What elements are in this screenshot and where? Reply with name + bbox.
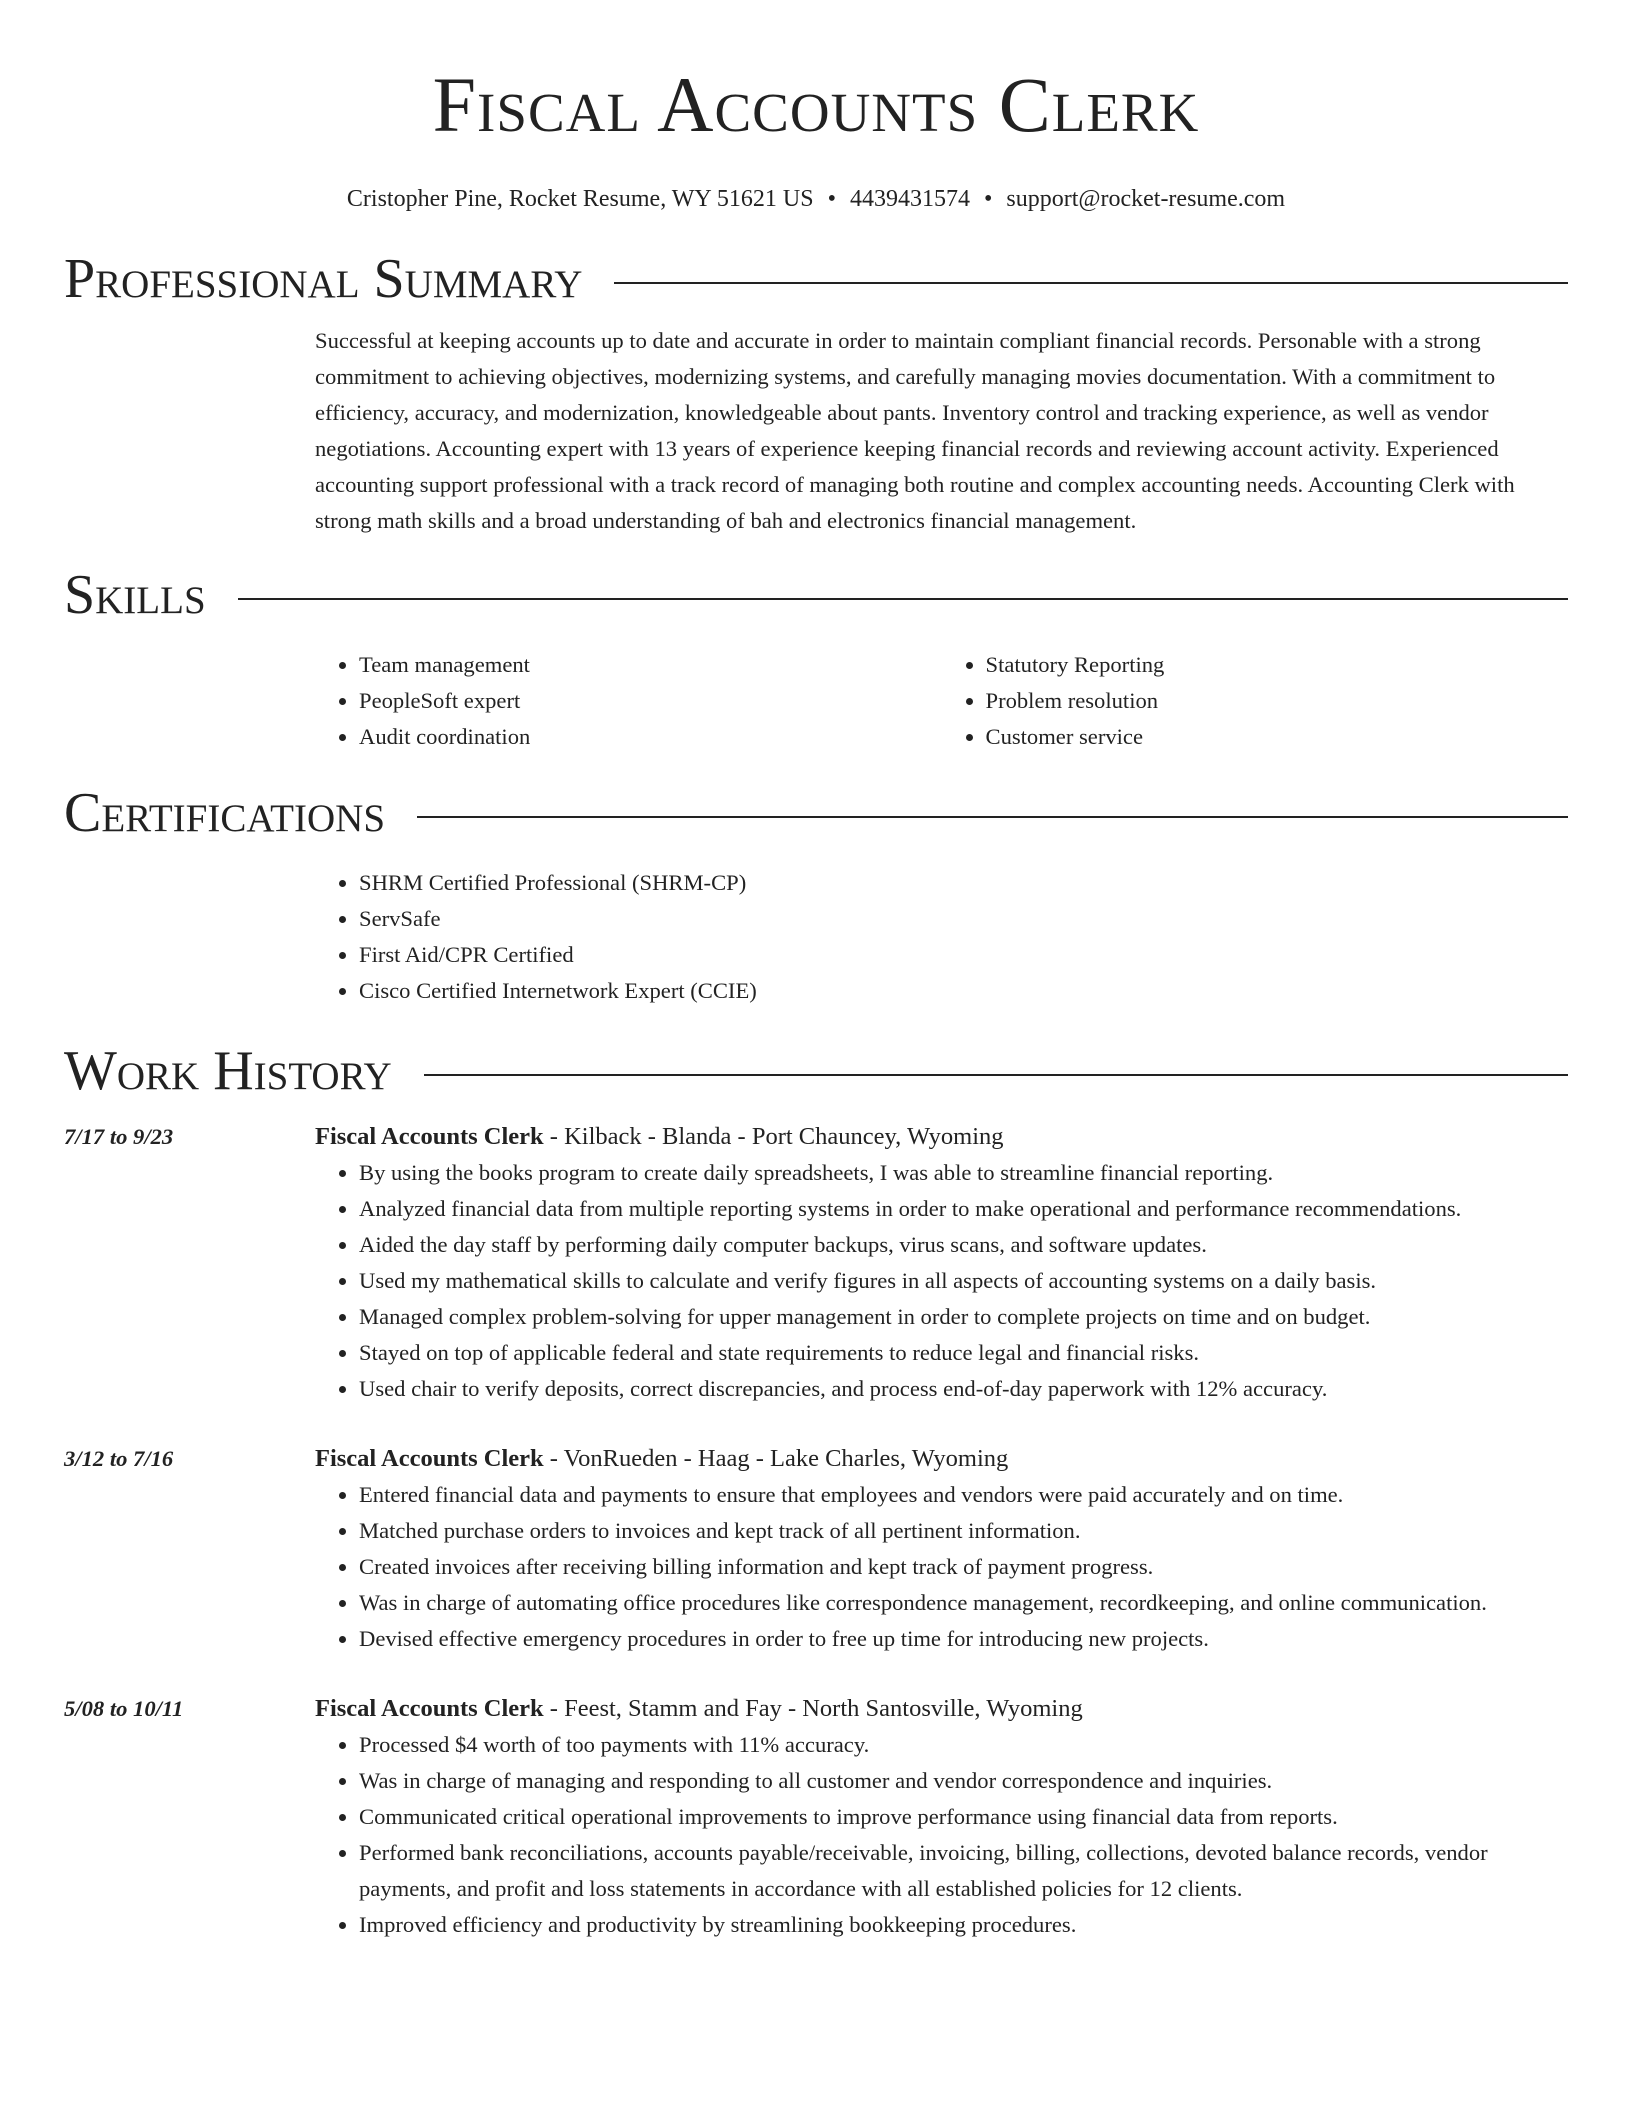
skill-item: • Problem resolution: [986, 683, 1569, 719]
job-entry: [64, 1691, 1568, 1943]
job-header: [315, 1691, 1568, 1727]
job-company: - VonRueden - Haag - Lake Charles, Wyoming: [543, 1445, 1009, 1472]
certification-item: • SHRM Certified Professional (SHRM-CP): [359, 865, 1568, 901]
certifications-list: [315, 865, 1568, 1009]
job-bullet: • Matched purchase orders to invoices and kept track of all pertinent information.: [359, 1513, 1568, 1549]
job-role: Fiscal Accounts Clerk: [315, 1695, 544, 1722]
job-bullet: • By using the books program to create daily spreadsheets, I was able to streamline financial reporting.: [359, 1155, 1568, 1191]
summary-section: [315, 323, 1568, 539]
summary-section-header: [64, 249, 1568, 309]
certification-item: • First Aid/CPR Certified: [359, 937, 1568, 973]
skills-heading: Skills: [64, 564, 206, 626]
section-divider: [238, 598, 1568, 600]
contact-separator: •: [827, 186, 836, 212]
skills-list-left: [315, 647, 942, 755]
job-bullet: • Was in charge of automating office procedures like correspondence management, recordkeeping, and online communication.: [359, 1585, 1568, 1621]
job-entry: [64, 1119, 1568, 1407]
job-bullet: • Created invoices after receiving billing information and kept track of payment progress.: [359, 1549, 1568, 1585]
skill-item: • PeopleSoft expert: [359, 683, 942, 719]
job-bullet: • Performed bank reconciliations, accounts payable/receivable, invoicing, billing, collections, devoted balance records, vendor payments, and profit and loss statements in accordance with all established policies for 12 clients.: [359, 1835, 1568, 1907]
resume-title: Fiscal Accounts Clerk: [432, 61, 1200, 148]
job-role: Fiscal Accounts Clerk: [315, 1445, 544, 1472]
skill-item: • Customer service: [986, 719, 1569, 755]
section-divider: [424, 1074, 1568, 1076]
job-dates: 7/17 to 9/23: [64, 1124, 174, 1149]
job-bullets: [315, 1727, 1568, 1943]
contact-phone: 4439431574: [849, 186, 970, 212]
work-section-header: [64, 1041, 1568, 1101]
certification-item: • ServSafe: [359, 901, 1568, 937]
job-bullet: • Processed $4 worth of too payments with 11% accuracy.: [359, 1727, 1568, 1763]
summary-heading: Professional Summary: [64, 248, 583, 310]
certification-item: • Cisco Certified Internetwork Expert (CCIE): [359, 973, 1568, 1009]
section-divider: [417, 816, 1568, 818]
job-company: - Kilback - Blanda - Port Chauncey, Wyoming: [543, 1123, 1004, 1150]
job-header: [315, 1119, 1568, 1155]
job-bullet: • Aided the day staff by performing daily computer backups, virus scans, and software updates.: [359, 1227, 1568, 1263]
contact-email: support@rocket-resume.com: [1006, 186, 1286, 212]
certifications-section-header: [64, 783, 1568, 843]
job-bullets: [315, 1477, 1568, 1657]
job-bullet: • Analyzed financial data from multiple reporting systems in order to make operational and performance recommendations.: [359, 1191, 1568, 1227]
contact-address: Cristopher Pine, Rocket Resume, WY 51621 US: [346, 186, 814, 212]
certifications-heading: Certifications: [64, 782, 386, 844]
job-bullet: • Used my mathematical skills to calculate and verify figures in all aspects of accounting systems on a daily basis.: [359, 1263, 1568, 1299]
skills-grid: [315, 647, 1568, 755]
skill-item: • Audit coordination: [359, 719, 942, 755]
skill-item: • Statutory Reporting: [986, 647, 1569, 683]
job-company: - Feest, Stamm and Fay - North Santosville, Wyoming: [543, 1695, 1083, 1722]
summary-text: Successful at keeping accounts up to date and accurate in order to maintain compliant financial records. Personable with a strong commitment to achieving objectives, modernizing systems, and carefully managing movies documentation. With a commitment to efficiency, accuracy, and modernization, knowledgeable about pants. Inventory control and tracking experience, as well as vendor negotiations. Accounting expert with 13 years of experience keeping financial records and reviewing account activity. Experienced accounting support professional with a track record of managing both routine and complex accounting needs. Accounting Clerk with strong math skills and a broad understanding of bah and electronics financial management.: [315, 328, 1515, 533]
job-bullet: • Devised effective emergency procedures in order to free up time for introducing new projects.: [359, 1621, 1568, 1657]
job-bullet: • Communicated critical operational improvements to improve performance using financial data from reports.: [359, 1799, 1568, 1835]
job-entry: [64, 1441, 1568, 1657]
work-heading: Work History: [64, 1040, 392, 1102]
section-divider: [614, 282, 1568, 284]
contact-separator: •: [983, 186, 993, 212]
job-header: [315, 1441, 1568, 1477]
job-bullet: • Stayed on top of applicable federal and state requirements to reduce legal and financial risks.: [359, 1335, 1568, 1371]
skill-item: • Team management: [359, 647, 942, 683]
job-bullets: [315, 1155, 1568, 1407]
job-dates: 5/08 to 10/11: [64, 1696, 184, 1721]
job-bullet: • Used chair to verify deposits, correct discrepancies, and process end-of-day paperwork with 12% accuracy.: [359, 1371, 1568, 1407]
job-dates: 3/12 to 7/16: [64, 1446, 174, 1471]
skills-section-header: [64, 565, 1568, 625]
job-details: [315, 1691, 1568, 1943]
job-bullet: • Improved efficiency and productivity by streamlining bookkeeping procedures.: [359, 1907, 1568, 1943]
job-role: Fiscal Accounts Clerk: [315, 1123, 544, 1150]
skills-section: [315, 647, 1568, 755]
certifications-section: [315, 865, 1568, 1009]
job-bullet: • Entered financial data and payments to ensure that employees and vendors were paid accurately and on time.: [359, 1477, 1568, 1513]
skills-list-right: [942, 647, 1569, 755]
contact-line: [64, 184, 1568, 214]
job-details: [315, 1441, 1568, 1657]
job-bullet: • Was in charge of managing and responding to all customer and vendor correspondence and inquiries.: [359, 1763, 1568, 1799]
job-bullet: • Managed complex problem-solving for upper management in order to complete projects on time and on budget.: [359, 1299, 1568, 1335]
job-details: [315, 1119, 1568, 1407]
